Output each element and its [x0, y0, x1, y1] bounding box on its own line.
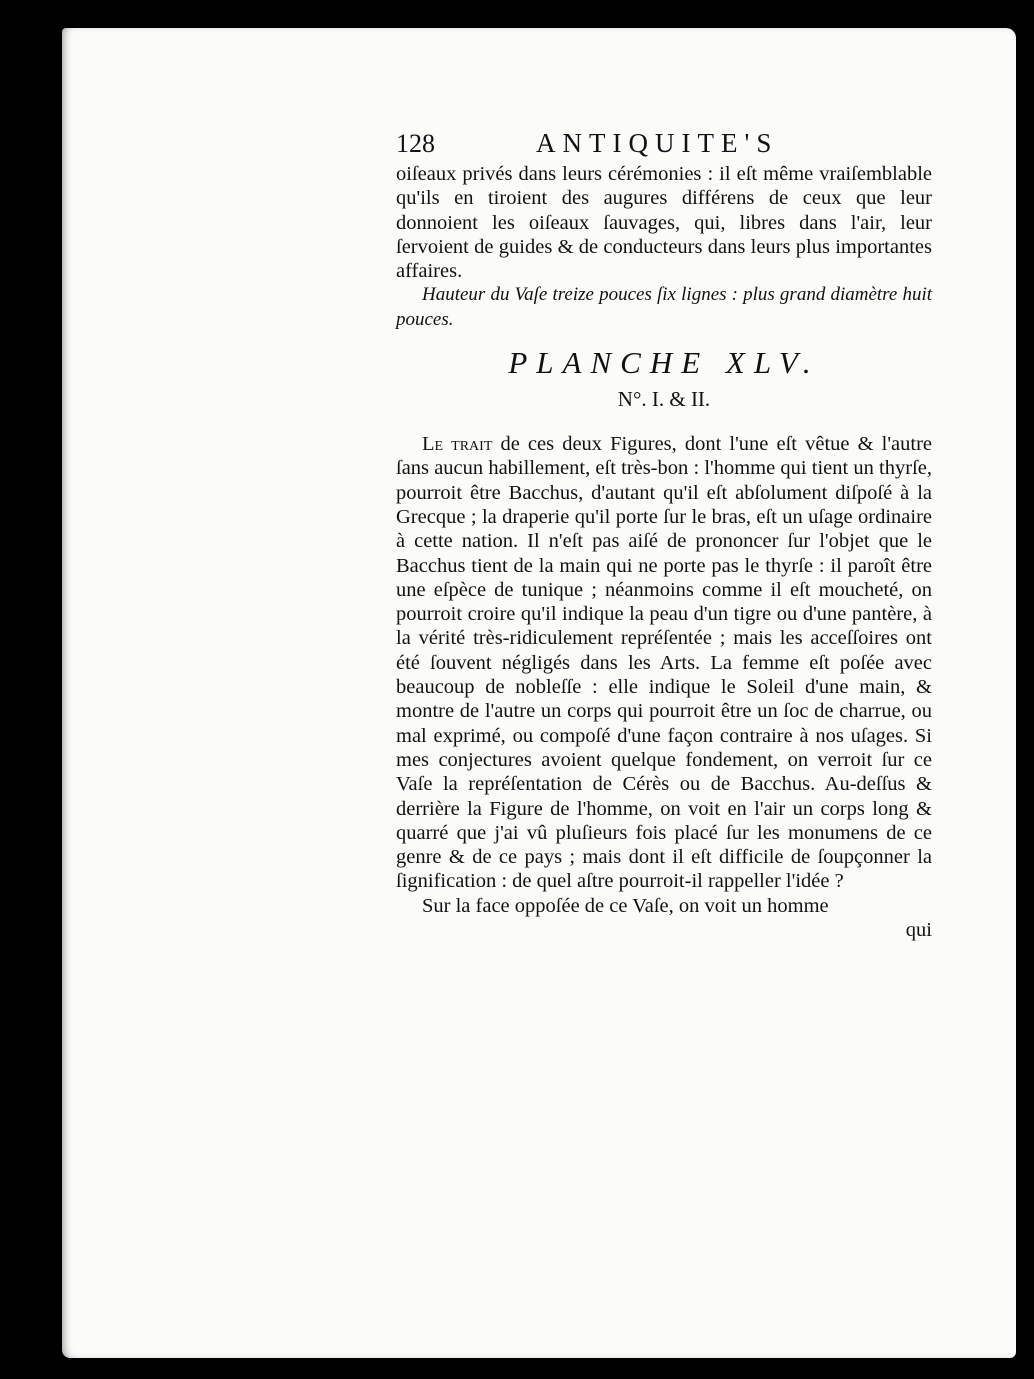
plate-title: PLANCHE XLV.	[508, 345, 820, 381]
description-text: de ces deux Figures, dont l'une eſt vêtue & l'autre ſans aucun habillement, eſt très-bon : l'homme qui tient un thyrſe, pourroit être Bacchus, d'autant qu'il eſt abſolument diſpoſé à la Grecque ; la draperie qu'il porte ſur le bras, eſt un uſage ordinaire à cette nation. Il n'eſt pas aiſé de prononcer ſur l'objet que le Bacchus tient de la main qui ne porte pas le thyrſe : il paroît être une eſpèce de tunique ; néanmoins comme il eſt moucheté, on pourroit croire qu'il indique la peau d'un tigre ou d'une pantère, à la vérité très-ridiculement repréſentée ; mais les acceſſoires ont été ſouvent négligés dans les Arts. La femme eſt poſée avec beaucoup de nobleſſe : elle indique le Soleil d'une main, & montre de l'autre un corps qui pourroit être un ſoc de charrue, ou mal exprimé, ou compoſé d'une façon contraire à nos uſages. Si mes conjectures avoient quelque fondement, on verroit ſur ce Vaſe la repréſentation de Cérès ou de Bacchus. Au-deſſus & derrière la Figure de l'homme, on voit en l'air un corps long & quarré que j'ai vû pluſieurs fois placé ſur les monumens de ce genre & de ce pays ; mais dont il eſt difficile de ſoupçonner la ſignification : de quel aſtre pourroit-il rappeller l'idée ?	[396, 433, 932, 893]
page-number: 128	[396, 129, 435, 158]
text-column	[396, 128, 932, 942]
page-header	[396, 128, 932, 162]
catchword: qui	[905, 919, 932, 942]
closing-paragraph: Sur la face oppoſée de ce Vaſe, on voit un homme	[422, 894, 829, 917]
running-head: ANTIQUITE'S	[536, 128, 779, 158]
plate-subtitle: N°. I. & II.	[617, 387, 711, 412]
lead-words: Le trait	[422, 433, 493, 456]
vase-dimensions-note: Hauteur du Vaſe treize pouces ſix lignes : plus grand diamètre huit pouces.	[396, 284, 932, 330]
plate-description-paragraph	[396, 432, 932, 894]
intro-paragraph: oiſeaux privés dans leurs cérémonies : il eſt même vraiſemblable qu'ils en tiroient des augures différens de ceux que leur donnoient les oiſeaux ſauvages, qui, libres dans l'air, leur ſervoient de guides & de conducteurs dans leurs plus importantes affaires.	[396, 163, 932, 283]
